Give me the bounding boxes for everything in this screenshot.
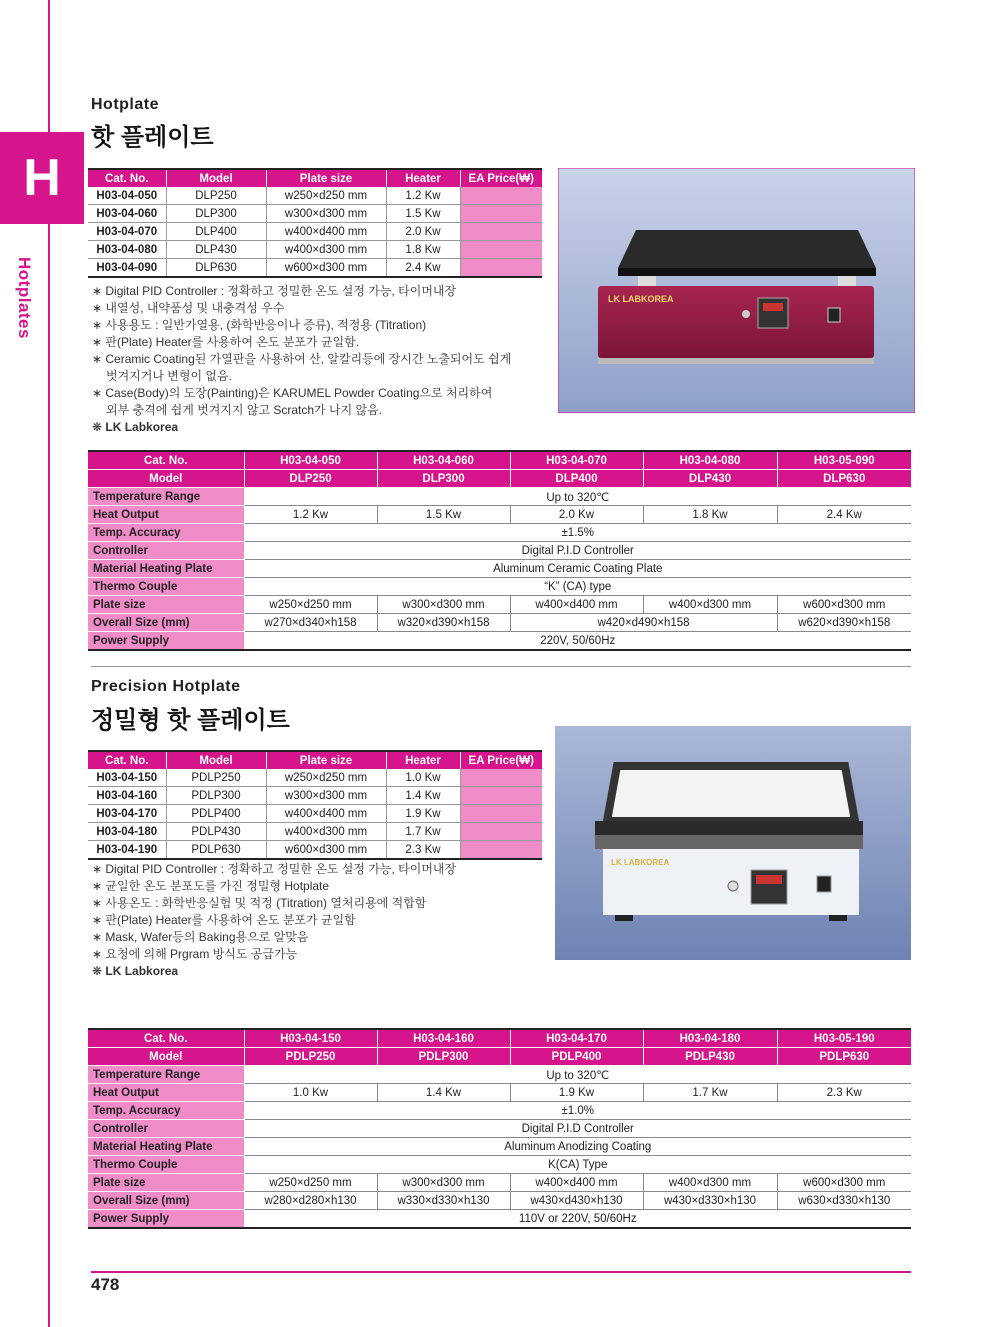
cat-no: H03-04-060 (88, 205, 166, 223)
section1-price-table (88, 168, 542, 278)
brand-label: ❋ LK Labkorea (92, 964, 179, 978)
spec-row-power (88, 632, 911, 651)
header-plate: Plate size (266, 751, 386, 769)
section-tab (0, 132, 84, 224)
spec-cat-label: Cat. No. (88, 1029, 244, 1048)
heater: 1.9 Kw (386, 805, 460, 823)
feature-item: 외부 충격에 쉽게 벗겨지지 않고 Scratch가 나지 않음. (106, 403, 383, 417)
table-row (88, 823, 542, 841)
model: PDLP630 (166, 841, 266, 860)
feature-item: ∗ 사용온도 : 화학반응실험 및 적정 (Titration) 열처리용에 적합함 (92, 896, 427, 910)
spec-row-heat-output (88, 1084, 911, 1102)
spec-model: PDLP400 (510, 1048, 643, 1066)
plate-size: w250×d250 mm (266, 769, 386, 787)
section1-spec-table (88, 450, 911, 651)
spec-value: w630×d330×h130 (777, 1192, 911, 1210)
table-header-row (88, 751, 542, 769)
spec-value: w400×d300 mm (643, 1174, 777, 1192)
feature-item: ∗ Mask, Wafer등의 Baking용으로 알맞음 (92, 930, 309, 944)
table-row (88, 787, 542, 805)
spec-value: w430×d330×h130 (643, 1192, 777, 1210)
price-cell (460, 259, 542, 278)
plate-size: w600×d300 mm (266, 259, 386, 278)
spec-cat: H03-04-180 (643, 1029, 777, 1048)
spec-value: ±1.5% (244, 524, 911, 542)
spec-label: Plate size (88, 1174, 244, 1192)
header-heater: Heater (386, 751, 460, 769)
spec-value: 2.4 Kw (777, 506, 911, 524)
header-heater: Heater (386, 169, 460, 187)
spec-row-controller (88, 1120, 911, 1138)
spec-value: 1.8 Kw (643, 506, 777, 524)
spec-value: w300×d300 mm (377, 596, 510, 614)
spec-value: K(CA) Type (244, 1156, 911, 1174)
header-cat: Cat. No. (88, 751, 166, 769)
model: PDLP300 (166, 787, 266, 805)
cat-no: H03-04-160 (88, 787, 166, 805)
spec-row-material (88, 560, 911, 578)
table-row (88, 241, 542, 259)
price-cell (460, 787, 542, 805)
footer-line (91, 1271, 911, 1273)
cat-no: H03-04-050 (88, 187, 166, 205)
spec-value: 110V or 220V, 50/60Hz (244, 1210, 911, 1229)
spec-model: PDLP630 (777, 1048, 911, 1066)
table-header-row (88, 169, 542, 187)
spec-label: Heat Output (88, 1084, 244, 1102)
model: DLP250 (166, 187, 266, 205)
spec-cat-row (88, 1029, 911, 1048)
spec-cat: H03-05-090 (777, 451, 911, 470)
spec-value: w320×d390×h158 (377, 614, 510, 632)
spec-value: Aluminum Ceramic Coating Plate (244, 560, 911, 578)
feature-item: ∗ Ceramic Coating된 가열판을 사용하여 산, 알칼리등에 장시간 노출되어도 쉽게 (92, 352, 512, 366)
heater: 1.2 Kw (386, 187, 460, 205)
heater: 1.0 Kw (386, 769, 460, 787)
heater: 1.5 Kw (386, 205, 460, 223)
section2-features (92, 861, 456, 980)
spec-model: DLP430 (643, 470, 777, 488)
cat-no: H03-04-190 (88, 841, 166, 860)
spec-cat: H03-04-070 (510, 451, 643, 470)
spec-label: Material Heating Plate (88, 1138, 244, 1156)
spec-label: Overall Size (mm) (88, 1192, 244, 1210)
spec-value: Aluminum Anodizing Coating (244, 1138, 911, 1156)
spec-model-row (88, 1048, 911, 1066)
spec-model: DLP250 (244, 470, 377, 488)
price-cell (460, 841, 542, 860)
spec-label: Heat Output (88, 506, 244, 524)
price-cell (460, 187, 542, 205)
model: PDLP250 (166, 769, 266, 787)
spec-cat: H03-04-050 (244, 451, 377, 470)
cat-no: H03-04-170 (88, 805, 166, 823)
plate-size: w300×d300 mm (266, 787, 386, 805)
cat-no: H03-04-090 (88, 259, 166, 278)
header-model: Model (166, 169, 266, 187)
table-row (88, 259, 542, 278)
spec-value: w250×d250 mm (244, 596, 377, 614)
spec-value: Up to 320℃ (244, 488, 911, 506)
spec-value: 2.3 Kw (777, 1084, 911, 1102)
spec-model-row (88, 470, 911, 488)
spec-row-plate (88, 596, 911, 614)
table-row (88, 841, 542, 860)
spec-label: Power Supply (88, 632, 244, 651)
spec-value: w600×d300 mm (777, 1174, 911, 1192)
spec-label: Temperature Range (88, 1066, 244, 1084)
header-model: Model (166, 751, 266, 769)
spec-row-temp-range (88, 1066, 911, 1084)
price-cell (460, 223, 542, 241)
photo-brand-text: LK LABKOREA (611, 858, 670, 867)
spec-value: w400×d400 mm (510, 1174, 643, 1192)
spec-label: Thermo Couple (88, 1156, 244, 1174)
spec-value: “K” (CA) type (244, 578, 911, 596)
spec-value: 1.7 Kw (643, 1084, 777, 1102)
precision-hotplate-photo (555, 726, 911, 960)
spec-value: 1.4 Kw (377, 1084, 510, 1102)
spec-value: 1.9 Kw (510, 1084, 643, 1102)
header-cat: Cat. No. (88, 169, 166, 187)
spec-value: w600×d300 mm (777, 596, 911, 614)
plate-size: w400×d300 mm (266, 241, 386, 259)
section-divider (91, 666, 911, 667)
spec-row-heat-output (88, 506, 911, 524)
spec-cat: H03-04-170 (510, 1029, 643, 1048)
section-tab-letter: H (23, 149, 61, 207)
price-cell (460, 769, 542, 787)
feature-item: 벗겨지거나 변형이 없음. (106, 369, 232, 383)
spec-model: PDLP250 (244, 1048, 377, 1066)
spec-label: Controller (88, 1120, 244, 1138)
spec-row-temp-range (88, 488, 911, 506)
brand-label: ❋ LK Labkorea (92, 420, 179, 434)
section1-title-ko: 핫 플레이트 (91, 124, 214, 151)
cat-no: H03-04-080 (88, 241, 166, 259)
spec-label: Temperature Range (88, 488, 244, 506)
feature-item: ∗ 내열성, 내약품성 및 내충격성 우수 (92, 301, 285, 315)
spec-model: PDLP300 (377, 1048, 510, 1066)
spec-label: Material Heating Plate (88, 560, 244, 578)
feature-item: ∗ 사용용도 : 일반가열용, (화학반응이나 증류), 적정용 (Titration) (92, 318, 427, 332)
spec-value: 1.0 Kw (244, 1084, 377, 1102)
side-label (14, 248, 34, 348)
spec-row-overall (88, 1192, 911, 1210)
feature-item: ∗ 판(Plate) Heater를 사용하여 온도 분포가 균일함 (92, 913, 356, 927)
spec-row-accuracy (88, 1102, 911, 1120)
header-plate: Plate size (266, 169, 386, 187)
plate-size: w400×d300 mm (266, 823, 386, 841)
table-row (88, 187, 542, 205)
heater: 1.8 Kw (386, 241, 460, 259)
spec-value: w400×d300 mm (643, 596, 777, 614)
section1-title-en: Hotplate (91, 96, 159, 113)
side-label-text: Hotplates (15, 257, 34, 339)
spec-value: w620×d390×h158 (777, 614, 911, 632)
spec-row-accuracy (88, 524, 911, 542)
spec-label: Power Supply (88, 1210, 244, 1229)
feature-item: ∗ 균일한 온도 분포도를 가진 정밀형 Hotplate (92, 879, 330, 893)
section2-price-table (88, 750, 542, 860)
section2-spec-table (88, 1028, 911, 1229)
price-cell (460, 805, 542, 823)
spec-model-label: Model (88, 470, 244, 488)
plate-size: w250×d250 mm (266, 187, 386, 205)
spec-model: DLP300 (377, 470, 510, 488)
heater: 2.4 Kw (386, 259, 460, 278)
spec-value: w300×d300 mm (377, 1174, 510, 1192)
spec-cat: H03-04-160 (377, 1029, 510, 1048)
model: DLP630 (166, 259, 266, 278)
model: PDLP400 (166, 805, 266, 823)
spec-value: ±1.0% (244, 1102, 911, 1120)
spec-value: Digital P.I.D Controller (244, 1120, 911, 1138)
spec-value: Digital P.I.D Controller (244, 542, 911, 560)
header-price: EA Price(₩) (460, 751, 542, 769)
section2-title-en: Precision Hotplate (91, 678, 241, 695)
spec-value: 220V, 50/60Hz (244, 632, 911, 651)
spec-label: Temp. Accuracy (88, 1102, 244, 1120)
model: DLP400 (166, 223, 266, 241)
cat-no: H03-04-180 (88, 823, 166, 841)
table-row (88, 205, 542, 223)
spec-value: Up to 320℃ (244, 1066, 911, 1084)
spec-label: Temp. Accuracy (88, 524, 244, 542)
section1-features (92, 283, 511, 436)
model: DLP300 (166, 205, 266, 223)
heater: 1.7 Kw (386, 823, 460, 841)
spec-value: 1.5 Kw (377, 506, 510, 524)
spec-cat-label: Cat. No. (88, 451, 244, 470)
spec-row-power (88, 1210, 911, 1229)
spec-value: w400×d400 mm (510, 596, 643, 614)
spec-value: w250×d250 mm (244, 1174, 377, 1192)
feature-item: ∗ Digital PID Controller : 정확하고 정밀한 온도 설정 가능, 타이머내장 (92, 862, 457, 876)
spec-cat: H03-04-060 (377, 451, 510, 470)
table-row (88, 805, 542, 823)
section2-title-ko: 정밀형 핫 플레이트 (91, 707, 290, 734)
feature-item: ∗ Digital PID Controller : 정확하고 정밀한 온도 설정 가능, 타이머내장 (92, 284, 457, 298)
cat-no: H03-04-150 (88, 769, 166, 787)
spec-value: w280×d280×h130 (244, 1192, 377, 1210)
spec-model: PDLP430 (643, 1048, 777, 1066)
spec-cat: H03-05-190 (777, 1029, 911, 1048)
page-number: 478 (91, 1275, 120, 1294)
price-cell (460, 823, 542, 841)
table-row (88, 223, 542, 241)
spec-row-controller (88, 542, 911, 560)
plate-size: w600×d300 mm (266, 841, 386, 860)
feature-item: ∗ 판(Plate) Heater를 사용하여 온도 분포가 균일함. (92, 335, 360, 349)
spec-value: w330×d330×h130 (377, 1192, 510, 1210)
spec-row-material (88, 1138, 911, 1156)
plate-size: w400×d400 mm (266, 223, 386, 241)
table-row (88, 769, 542, 787)
header-price: EA Price(₩) (460, 169, 542, 187)
plate-size: w300×d300 mm (266, 205, 386, 223)
plate-size: w400×d400 mm (266, 805, 386, 823)
spec-model: DLP400 (510, 470, 643, 488)
spec-model-label: Model (88, 1048, 244, 1066)
spec-label: Thermo Couple (88, 578, 244, 596)
photo-brand-text: LK LABKOREA (608, 294, 674, 304)
spec-row-overall (88, 614, 911, 632)
spec-value: w420×d490×h158 (510, 614, 777, 632)
spec-value: w270×d340×h158 (244, 614, 377, 632)
spec-cat-row (88, 451, 911, 470)
spec-row-thermo (88, 1156, 911, 1174)
model: PDLP430 (166, 823, 266, 841)
spec-row-plate (88, 1174, 911, 1192)
hotplate-photo (558, 168, 915, 413)
spec-row-thermo (88, 578, 911, 596)
heater: 1.4 Kw (386, 787, 460, 805)
spec-label: Plate size (88, 596, 244, 614)
spec-cat: H03-04-080 (643, 451, 777, 470)
spec-value: w430×d430×h130 (510, 1192, 643, 1210)
spec-value: 2.0 Kw (510, 506, 643, 524)
price-cell (460, 205, 542, 223)
spec-label: Controller (88, 542, 244, 560)
feature-item: ∗ Case(Body)의 도장(Painting)은 KARUMEL Powder Coating으로 처리하여 (92, 386, 493, 400)
feature-item: ∗ 요청에 의해 Prgram 방식도 공급가능 (92, 947, 298, 961)
spec-cat: H03-04-150 (244, 1029, 377, 1048)
heater: 2.0 Kw (386, 223, 460, 241)
price-cell (460, 241, 542, 259)
spec-value: 1.2 Kw (244, 506, 377, 524)
heater: 2.3 Kw (386, 841, 460, 860)
spec-model: DLP630 (777, 470, 911, 488)
cat-no: H03-04-070 (88, 223, 166, 241)
model: DLP430 (166, 241, 266, 259)
spec-label: Overall Size (mm) (88, 614, 244, 632)
